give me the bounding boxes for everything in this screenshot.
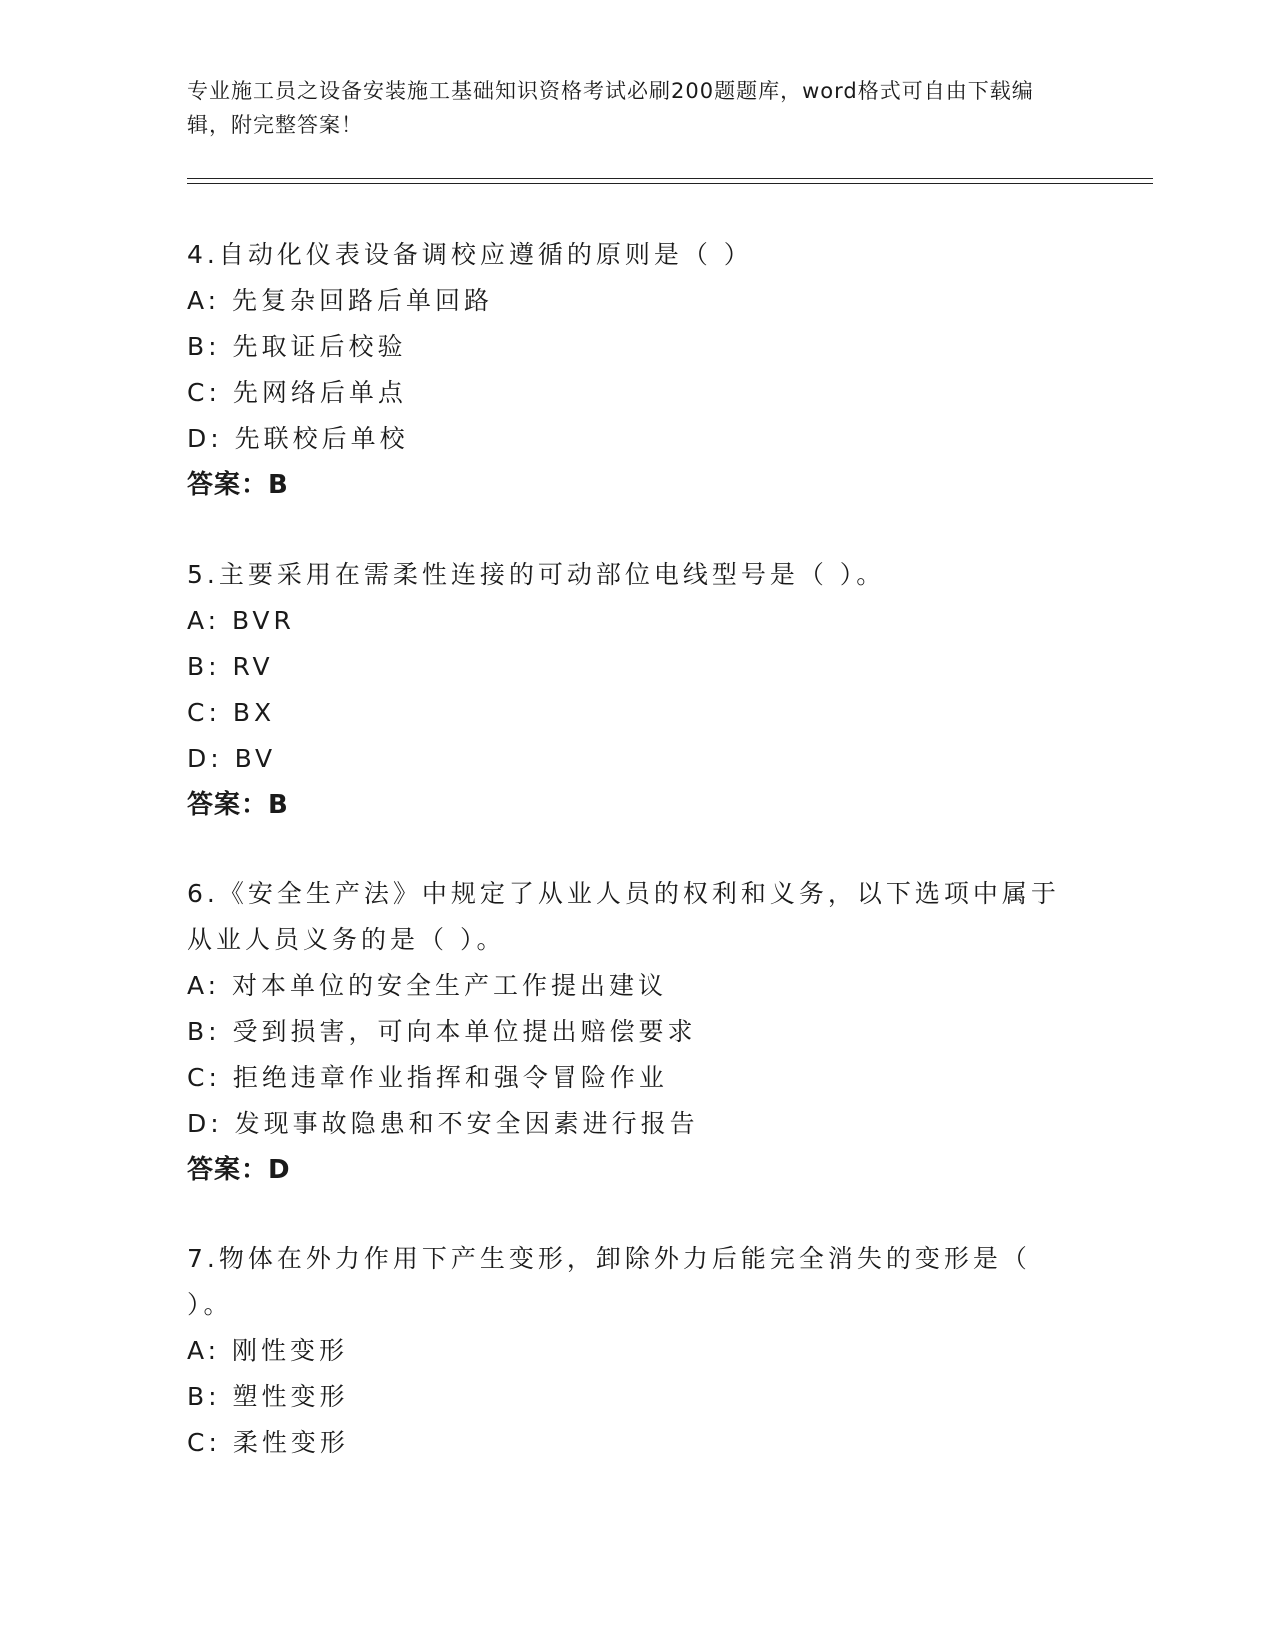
question-7 <box>187 1236 1087 1466</box>
question-stem: 7.物体在外力作用下产生变形，卸除外力后能完全消失的变形是（ ）。 <box>187 1244 1031 1319</box>
option-b: B: 受到损害，可向本单位提出赔偿要求 <box>187 1017 697 1046</box>
answer: 答案：B <box>187 470 289 500</box>
option-c: C: BX <box>187 698 276 727</box>
question-stem: 4.自动化仪表设备调校应遵循的原则是（ ） <box>187 240 753 269</box>
question-6 <box>187 871 1087 1193</box>
option-c: C: 柔性变形 <box>187 1428 349 1457</box>
option-c: C: 拒绝违章作业指挥和强令冒险作业 <box>187 1063 668 1092</box>
option-b: B: 先取证后校验 <box>187 332 407 361</box>
question-5 <box>187 552 1087 828</box>
document-header: 专业施工员之设备安装施工基础知识资格考试必刷200题题库，word格式可自由下载编辑，附完整答案！ <box>187 79 1034 137</box>
option-b: B: 塑性变形 <box>187 1382 349 1411</box>
answer: 答案：B <box>187 790 289 820</box>
option-c: C: 先网络后单点 <box>187 378 407 407</box>
option-d: D: 发现事故隐患和不安全因素进行报告 <box>187 1109 699 1138</box>
question-stem: 6.《安全生产法》中规定了从业人员的权利和义务，以下选项中属于从业人员义务的是（ ）。 <box>187 879 1060 954</box>
option-a: A: 刚性变形 <box>187 1336 349 1365</box>
header-divider-top <box>187 178 1153 179</box>
option-a: A: 先复杂回路后单回路 <box>187 286 494 315</box>
question-4 <box>187 232 1087 508</box>
option-b: B: RV <box>187 652 274 681</box>
question-stem: 5.主要采用在需柔性连接的可动部位电线型号是（ ）。 <box>187 560 886 589</box>
answer: 答案：D <box>187 1155 291 1185</box>
option-a: A: BVR <box>187 606 295 635</box>
option-a: A: 对本单位的安全生产工作提出建议 <box>187 971 668 1000</box>
option-d: D: BV <box>187 744 277 773</box>
option-d: D: 先联校后单校 <box>187 424 409 453</box>
header-divider-bottom <box>187 183 1153 184</box>
